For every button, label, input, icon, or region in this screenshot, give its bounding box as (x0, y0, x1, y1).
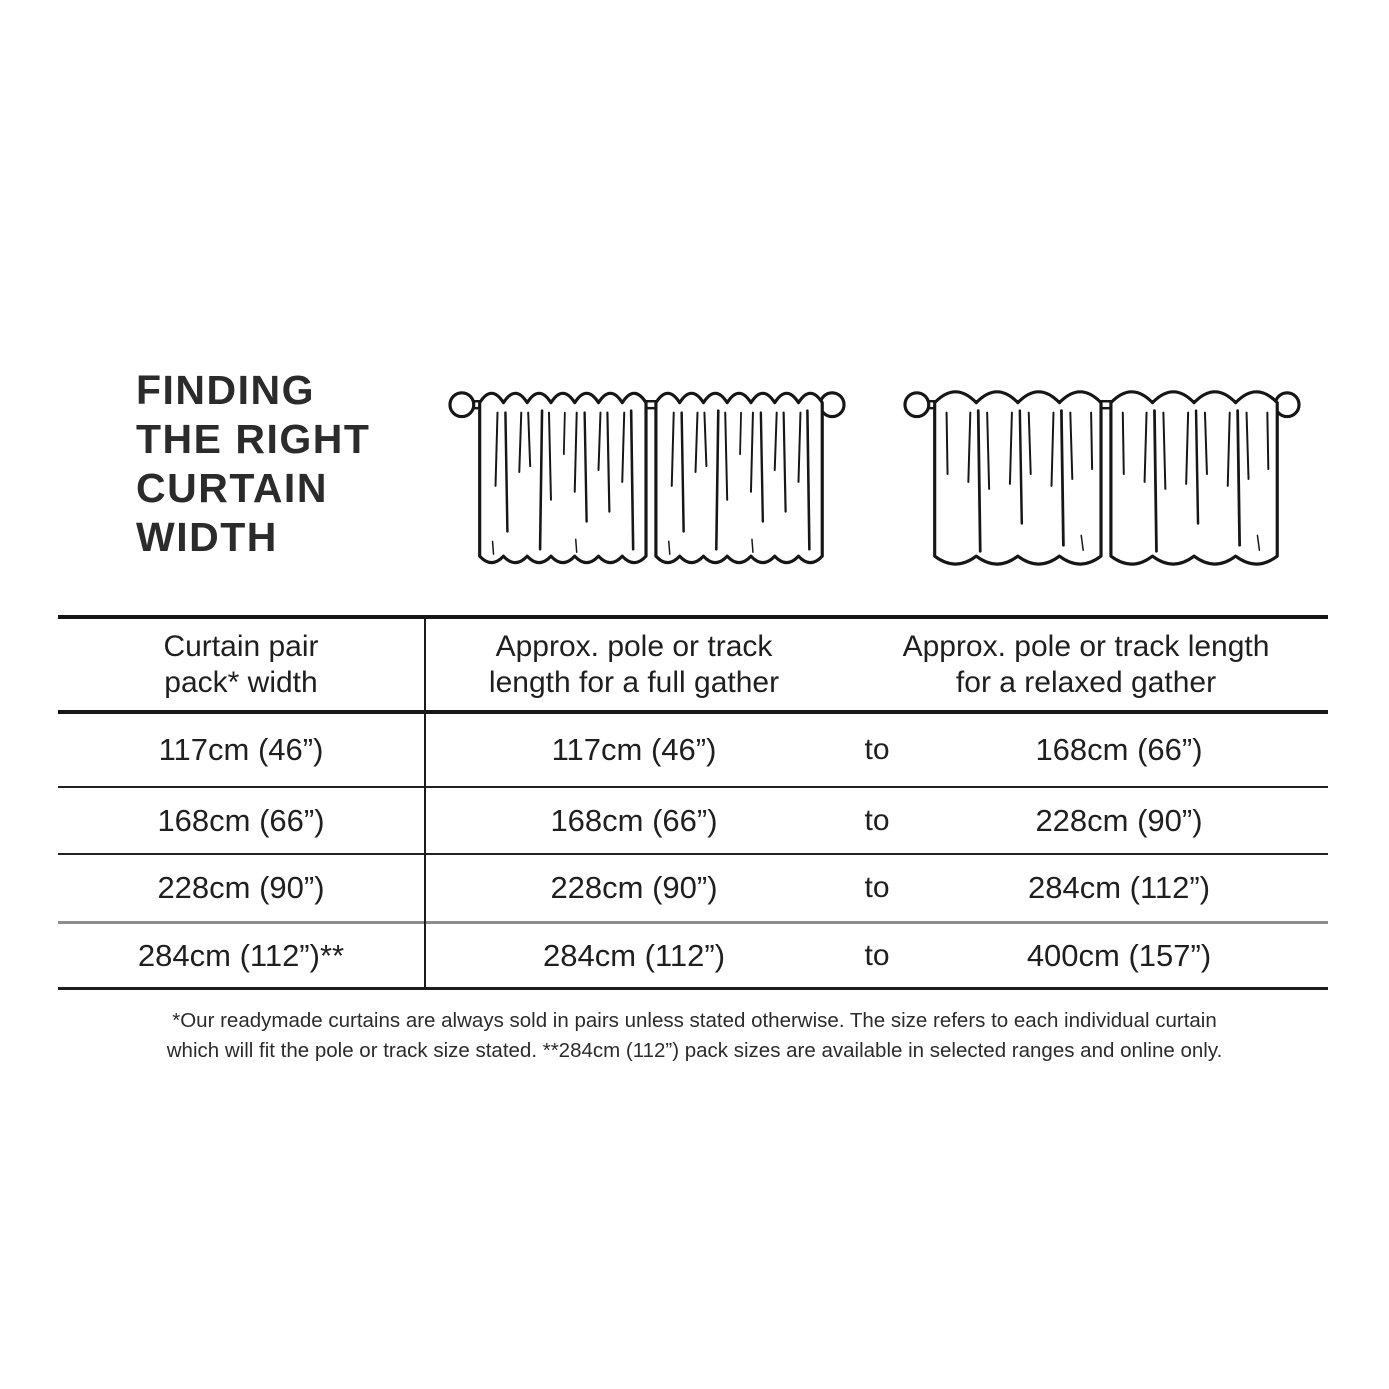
table-row (58, 921, 1328, 987)
cell-relaxed-gather: 168cm (66”) (1035, 732, 1203, 767)
header-pack-width-line2: pack* width (164, 665, 318, 699)
full-gather-curtain-icon (448, 374, 846, 574)
cell-pack-width: 117cm (46”) (158, 732, 324, 767)
full-gather-curtain-illustration (448, 374, 846, 574)
cell-to: to (864, 803, 890, 837)
cell-relaxed-gather: 400cm (157”) (1026, 937, 1212, 973)
table-row (58, 853, 1328, 921)
cell-full-gather: 117cm (46”) (551, 732, 717, 767)
header-pack-width (58, 629, 424, 701)
pole-finial-left (450, 393, 474, 417)
header-pack-width-line1: Curtain pair (163, 629, 319, 663)
pole-finial-left (905, 393, 929, 417)
relaxed-gather-curtain-icon (903, 374, 1301, 574)
curtain-panel-right (656, 393, 822, 562)
page-title-line: WIDTH (136, 514, 278, 560)
curtain-panel-right (1111, 392, 1277, 564)
header-full-gather (424, 629, 844, 701)
footnote-line2: which will fit the pole or track size stated. **284cm (112”) pack sizes are available in selected ranges and online only. (166, 1039, 1223, 1062)
curtain-panel-left (935, 392, 1101, 564)
page-title-line: THE RIGHT (136, 416, 371, 462)
page-title-line: CURTAIN (136, 465, 328, 511)
cell-pack-width: 284cm (112”)** (137, 937, 345, 973)
header-relaxed-gather-line1: Approx. pole or track length (902, 629, 1270, 663)
curtain-size-table (58, 615, 1328, 990)
cell-to: to (864, 938, 890, 972)
cell-pack-width: 168cm (66”) (157, 802, 325, 838)
cell-relaxed-gather: 228cm (90”) (1035, 802, 1203, 838)
cell-to: to (864, 733, 890, 766)
header-full-gather-line2: length for a full gather (488, 665, 780, 699)
relaxed-gather-curtain-illustration (903, 374, 1301, 574)
footnote-line1: *Our readymade curtains are always sold in pairs unless stated otherwise. The size refers to each individual curtain (172, 1009, 1217, 1032)
header-relaxed-gather (844, 629, 1328, 701)
header-relaxed-gather-line2: for a relaxed gather (955, 665, 1217, 699)
table-header-row (58, 619, 1328, 714)
header-full-gather-line1: Approx. pole or track (495, 629, 773, 663)
page-title (136, 366, 370, 562)
cell-to: to (864, 871, 890, 904)
cell-full-gather: 228cm (90”) (550, 870, 718, 905)
table-row (58, 714, 1328, 786)
table-row (58, 786, 1328, 853)
page-title-line: FINDING (136, 367, 316, 413)
cell-relaxed-gather: 284cm (112”) (1027, 870, 1211, 905)
curtain-panel-left (480, 393, 646, 562)
cell-pack-width: 228cm (90”) (157, 870, 325, 905)
footnote (0, 1006, 1389, 1066)
cell-full-gather: 284cm (112”) (542, 937, 726, 973)
cell-full-gather: 168cm (66”) (550, 802, 718, 838)
